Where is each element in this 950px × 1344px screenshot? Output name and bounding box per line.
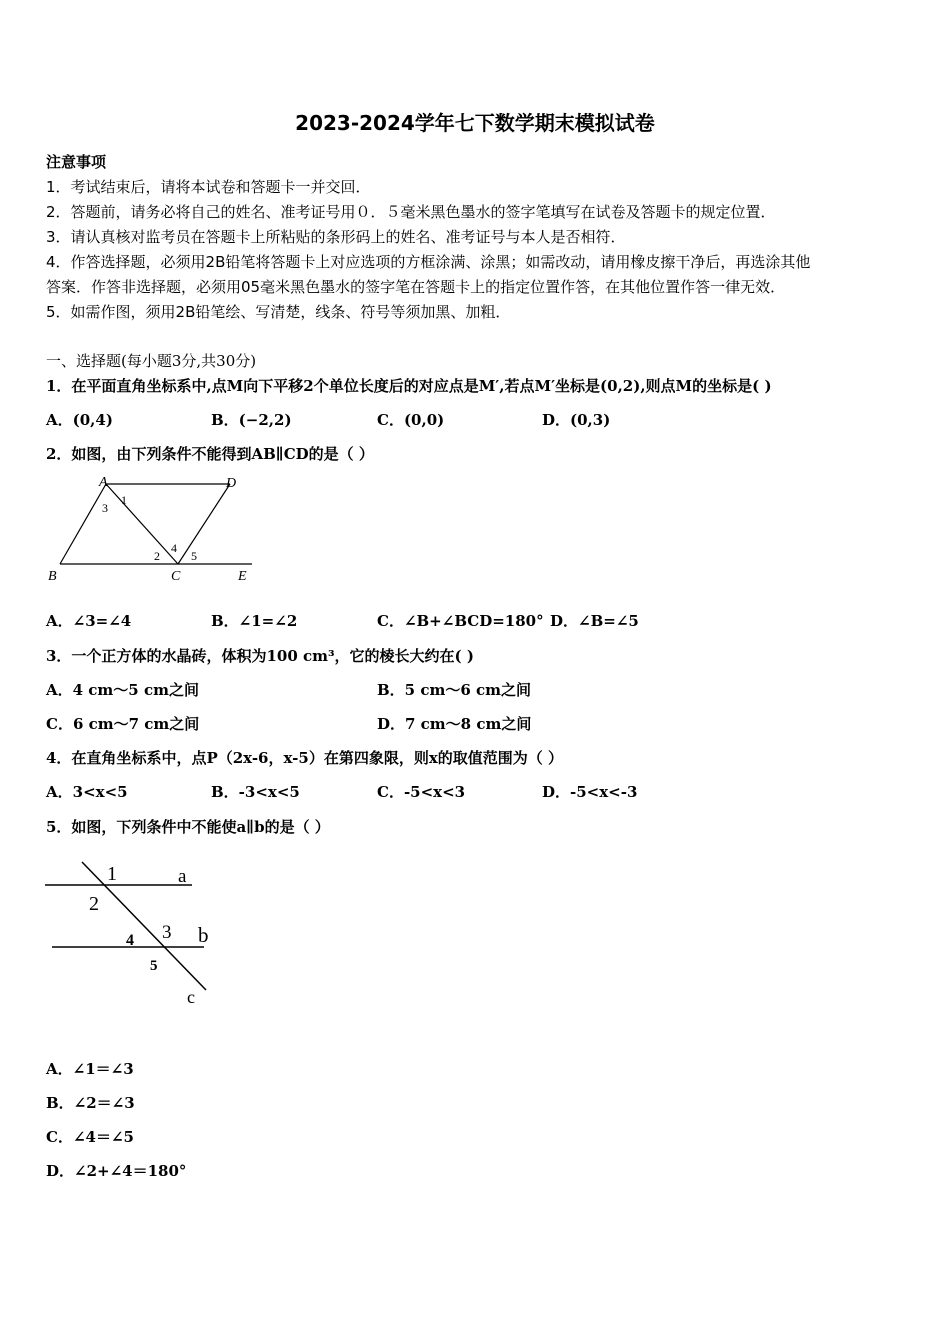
angle-3-label: 3 [162,922,172,943]
angle-1-label: 1 [121,493,127,507]
angle-2-label: 2 [154,549,160,563]
angle-4-label: 4 [126,932,134,949]
notice-item: 3．请认真核对监考员在答题卡上所粘贴的条形码上的姓名、准考证号与本人是否相符． [46,228,626,246]
page-title: 2023-2024学年七下数学期末模拟试卷 [295,111,655,135]
option-b: B．∠2＝∠3 [46,1094,135,1112]
question-stem: 4．在直角坐标系中，点P（2x-6，x-5）在第四象限，则x的取值范围为（ ） [46,749,564,767]
notice-item: 5．如需作图，须用2B铅笔绘、写清楚，线条、符号等须加黑、加粗． [46,303,511,321]
option-b: B．-3<x<5 [211,783,300,801]
label-e: E [238,569,247,584]
notice-item: 答案．作答非选择题，必须用05毫米黑色墨水的签字笔在答题卡上的指定位置作答，在其他位置作答一律无效． [46,278,786,296]
angle-2-label: 2 [89,893,99,915]
question-stem: 2．如图，由下列条件不能得到AB∥CD的是（ ） [46,445,374,463]
option-c: C．-5<x<3 [377,783,466,801]
option-c: C．6 cm～7 cm之间 [46,715,200,733]
option-b: B．(−2,2) [211,411,292,429]
label-b: B [48,569,57,584]
line-b-label: b [198,923,209,947]
notice-heading: 注意事项 [46,153,107,171]
label-a: A [99,475,108,490]
option-d: D．∠B=∠5 [550,612,639,630]
option-d: D．∠2+∠4＝180° [46,1162,187,1180]
option-c: C．(0,0) [377,411,445,429]
option-d: D．7 cm～8 cm之间 [377,715,532,733]
line-c [82,862,206,990]
option-d: D．-5<x<-3 [542,783,638,801]
option-a: A．∠3=∠4 [46,612,132,630]
option-a: A．∠1＝∠3 [46,1060,134,1078]
option-c: C．∠B+∠BCD=180° [377,612,544,630]
angle-4-label: 4 [171,541,177,555]
option-a: A．4 cm～5 cm之间 [46,681,199,699]
option-c: C．∠4＝∠5 [46,1128,134,1146]
option-b: B．∠1=∠2 [211,612,298,630]
transversal-figure-ab [40,850,230,1015]
angle-5-label: 5 [150,958,158,974]
notice-item: 4．作答选择题，必须用2B铅笔将答题卡上对应选项的方框涂满、涂黑；如需改动，请用橡皮擦干净后，再选涂其他 [46,253,811,271]
question-stem: 1．在平面直角坐标系中,点M向下平移2个单位长度后的对应点是M′,若点M′坐标是(0,2),则点M的坐标是( ) [46,377,772,395]
option-a: A．3<x<5 [46,783,128,801]
line-ab [60,484,106,564]
notice-item: 1．考试结束后，请将本试卷和答题卡一并交回． [46,178,371,196]
line-c-label: c [187,987,195,1007]
angle-5-label: 5 [191,549,197,563]
option-d: D．(0,3) [542,411,611,429]
line-ac [106,484,178,564]
label-d: D [226,476,237,491]
section-heading: 一、选择题(每小题3分,共30分) [46,352,257,370]
option-a: A．(0,4) [46,411,113,429]
line-cd [178,484,230,564]
option-b: B．5 cm～6 cm之间 [377,681,532,699]
label-c: C [171,569,181,584]
question-stem: 5．如图，下列条件中不能使a∥b的是（ ） [46,818,330,836]
angle-3-label: 3 [102,501,108,515]
line-a-label: a [178,866,187,887]
angle-1-label: 1 [107,863,117,885]
question-stem: 3．一个正方体的水晶砖，体积为100 cm³，它的棱长大约在( ) [46,647,474,665]
notice-item: 2．答题前，请务必将自己的姓名、准考证号用０．５毫米黑色墨水的签字笔填写在试卷及答题卡的规定位置． [46,203,776,221]
parallel-lines-figure-abcd [40,472,260,592]
